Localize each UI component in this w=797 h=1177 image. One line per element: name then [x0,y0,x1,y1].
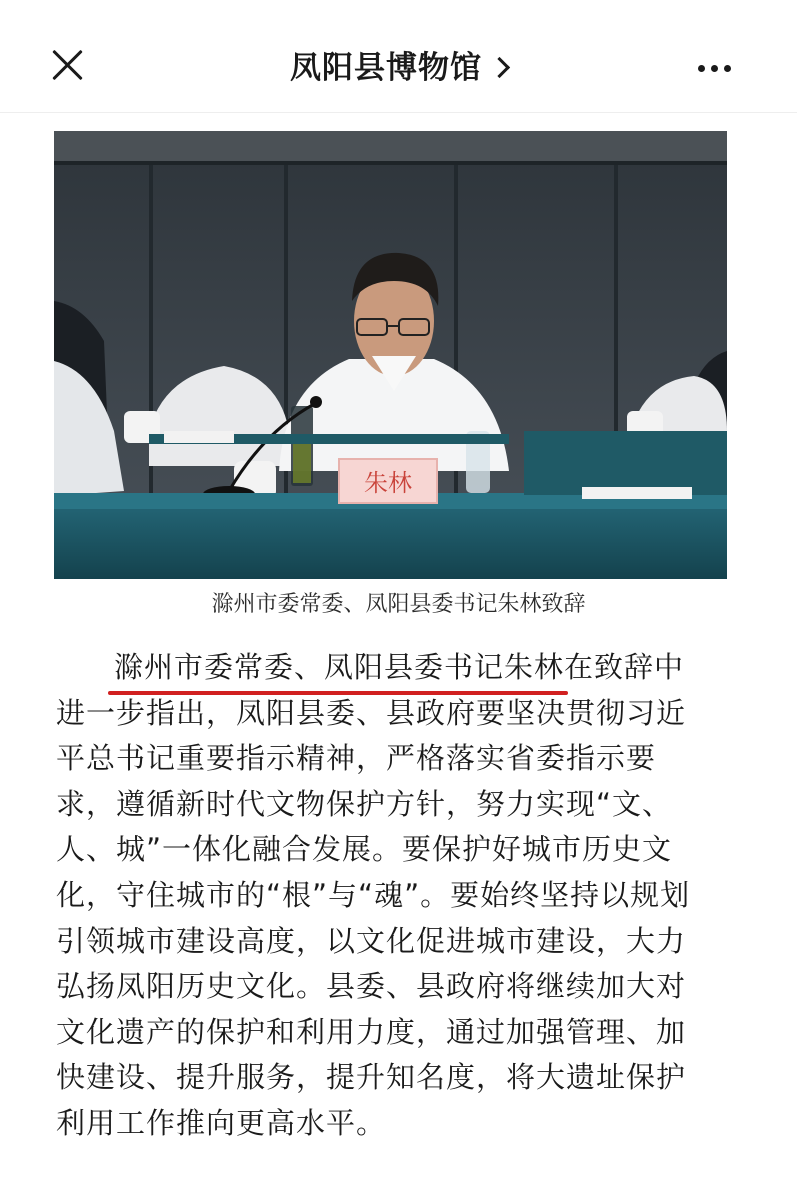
article-line: 滁州市委常委、凤阳县委书记朱林在致辞中 [56,645,746,691]
article-line: 文化遗产的保护和利用力度，通过加强管理、加 [56,1014,687,1049]
highlighted-name: 滁州市委常委、凤阳县委书记朱林 [114,645,564,691]
article-line: 进一步指出，凤阳县委、县政府要坚决贯彻习近 [56,695,687,730]
article-photo [54,131,727,579]
article-line: 化，守住城市的“根”与“魂”。要始终坚持以规划 [56,877,691,912]
article-line: 平总书记重要指示精神，严格落实省委指示要 [56,741,657,776]
article-line: 弘扬凤阳历史文化。县委、县政府将继续加大对 [56,969,687,1004]
article-line: 求，遵循新时代文物保护方针，努力实现“文、 [56,786,673,821]
article-line: 快建设、提升服务，提升知名度，将大遗址保护 [56,1060,687,1095]
account-title-link[interactable] [0,44,797,92]
more-horizontal-icon[interactable] [694,54,734,84]
article-line: 人、城”一体化融合发展。要保护好城市历史文 [56,832,673,867]
top-navigation-bar [0,0,797,113]
nameplate-text: 朱林 [364,469,412,497]
photo-caption: 滁州市委常委、凤阳县委书记朱林致辞 [211,592,586,617]
account-name: 凤阳县博物馆 [290,50,482,86]
article-line: 引领城市建设高度，以文化促进城市建设，大力 [56,923,687,958]
article-line: 利用工作推向更高水平。 [56,1105,387,1140]
chevron-right-icon [489,57,510,78]
article-body [56,645,746,1147]
